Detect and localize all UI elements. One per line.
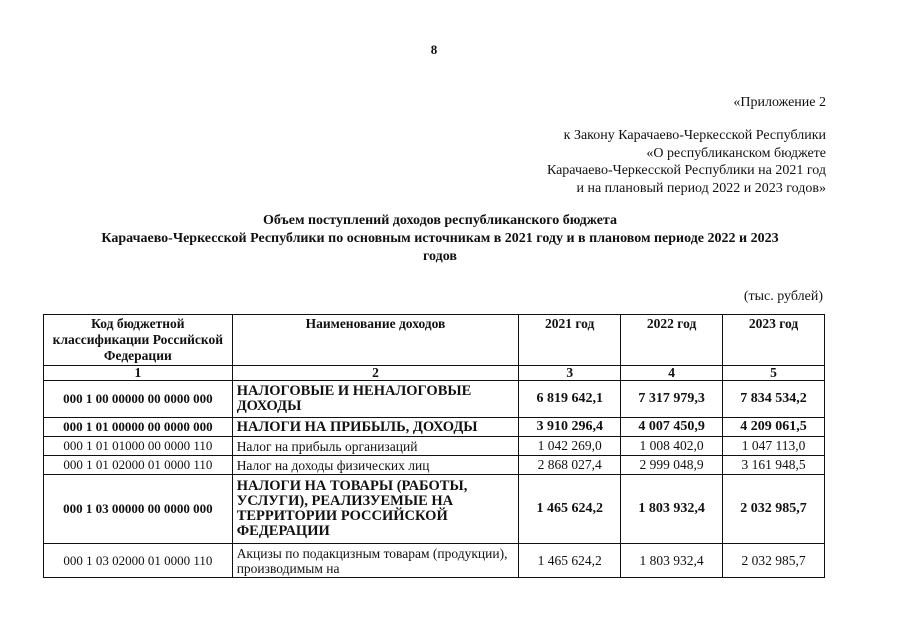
- revenue-table: [43, 314, 825, 578]
- header-name: Наименование доходов: [232, 315, 519, 366]
- table-row: [44, 437, 825, 456]
- row-2021: 6 819 642,1: [519, 381, 621, 418]
- table-row: [44, 544, 825, 578]
- table-row: [44, 456, 825, 475]
- row-2023: 1 047 113,0: [723, 437, 825, 456]
- appendix-reference: [547, 127, 826, 197]
- appendix-ref-line: к Закону Карачаево-Черкесской Республики: [563, 128, 826, 143]
- table-row: [44, 475, 825, 544]
- row-2021: 2 868 027,4: [519, 456, 621, 475]
- appendix-label: «Приложение 2: [733, 95, 826, 110]
- title-line: Объем поступлений доходов республиканского бюджета: [263, 213, 617, 228]
- column-number: 3: [519, 366, 621, 381]
- row-2023: 3 161 948,5: [723, 456, 825, 475]
- title-line: Карачаево-Черкесской Республики по основным источникам в 2021 году и в плановом периоде 2022 и 2023: [101, 231, 779, 246]
- header-code: Код бюджетной классификации Российской Федерации: [44, 315, 233, 366]
- table-header-row: [44, 315, 825, 366]
- row-name: Акцизы по подакцизным товарам (продукции), производимым на: [232, 544, 519, 578]
- header-2022: 2022 год: [621, 315, 723, 366]
- row-code: 000 1 03 02000 01 0000 110: [44, 544, 233, 578]
- column-number: 1: [44, 366, 233, 381]
- header-2021: 2021 год: [519, 315, 621, 366]
- column-number: 4: [621, 366, 723, 381]
- row-name: НАЛОГОВЫЕ И НЕНАЛОГОВЫЕ ДОХОДЫ: [232, 381, 519, 418]
- row-code: 000 1 01 00000 00 0000 000: [44, 418, 233, 437]
- row-2022: 2 999 048,9: [621, 456, 723, 475]
- column-number: 5: [723, 366, 825, 381]
- row-2022: 4 007 450,9: [621, 418, 723, 437]
- appendix-ref-line: и на плановый период 2022 и 2023 годов»: [576, 180, 826, 196]
- row-code: 000 1 03 00000 00 0000 000: [44, 475, 233, 544]
- row-2023: 2 032 985,7: [723, 544, 825, 578]
- appendix-ref-line: Карачаево-Черкесской Республики на 2021 год: [546, 163, 826, 178]
- row-name: НАЛОГИ НА ПРИБЫЛЬ, ДОХОДЫ: [232, 418, 519, 437]
- units-label: (тыс. рублей): [743, 289, 823, 304]
- row-2021: 1 465 624,2: [519, 544, 621, 578]
- row-code: 000 1 01 02000 01 0000 110: [44, 456, 233, 475]
- row-2022: 1 803 932,4: [621, 544, 723, 578]
- table-row: [44, 418, 825, 437]
- row-2022: 1 803 932,4: [621, 475, 723, 544]
- row-name: Налог на прибыль организаций: [232, 437, 519, 456]
- row-2023: 2 032 985,7: [723, 475, 825, 544]
- row-code: 000 1 01 01000 00 0000 110: [44, 437, 233, 456]
- row-2023: 7 834 534,2: [723, 381, 825, 418]
- row-2023: 4 209 061,5: [723, 418, 825, 437]
- row-2021: 3 910 296,4: [519, 418, 621, 437]
- row-2021: 1 465 624,2: [519, 475, 621, 544]
- document-title: [40, 212, 840, 266]
- table-row: [44, 381, 825, 418]
- row-2022: 1 008 402,0: [621, 437, 723, 456]
- row-name: Налог на доходы физических лиц: [232, 456, 519, 475]
- row-2022: 7 317 979,3: [621, 381, 723, 418]
- row-2021: 1 042 269,0: [519, 437, 621, 456]
- row-code: 000 1 00 00000 00 0000 000: [44, 381, 233, 418]
- column-number: 2: [232, 366, 519, 381]
- column-number-row: [44, 366, 825, 381]
- page-number: 8: [430, 42, 438, 57]
- title-line: годов: [423, 249, 457, 264]
- header-2023: 2023 год: [723, 315, 825, 366]
- appendix-ref-line: «О республиканском бюджете: [646, 145, 826, 161]
- row-name: НАЛОГИ НА ТОВАРЫ (РАБОТЫ, УСЛУГИ), РЕАЛИЗУЕМЫЕ НА ТЕРРИТОРИИ РОССИЙСКОЙ ФЕДЕРАЦИИ: [232, 475, 519, 544]
